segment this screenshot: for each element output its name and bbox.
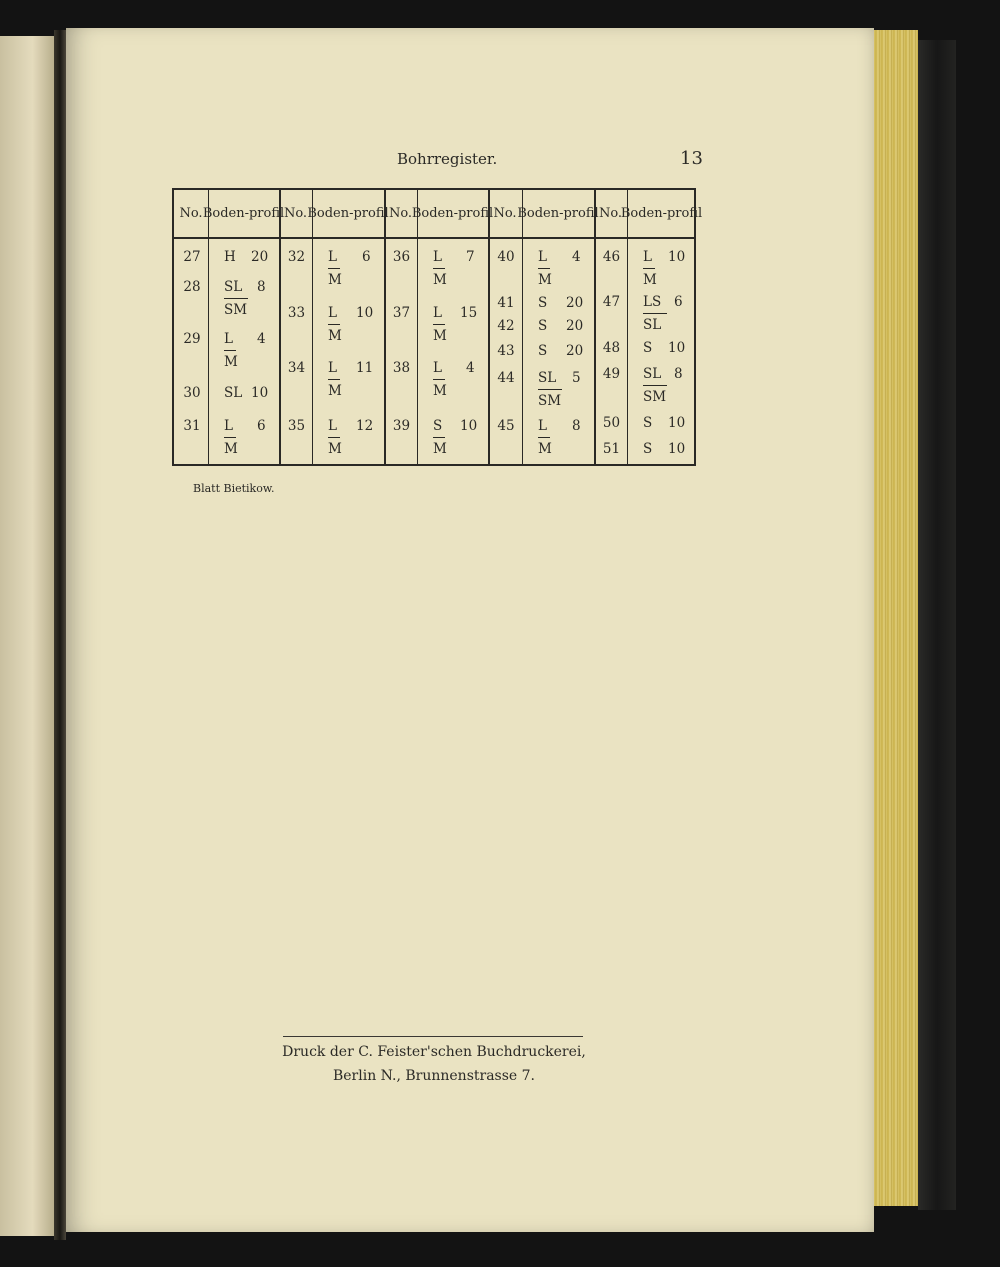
header-line: Boden-: [620, 206, 667, 221]
soil-code: SL: [224, 279, 243, 295]
fraction-rule: [433, 268, 445, 269]
soil-code: L: [224, 418, 233, 434]
soil-depth: 5: [572, 370, 581, 386]
header-line: profil: [457, 206, 494, 221]
header-no: No.: [283, 206, 308, 221]
soil-depth: 7: [466, 249, 475, 265]
subsoil-code: M: [538, 272, 552, 288]
soil-code: S: [538, 318, 548, 334]
fraction-rule: [538, 268, 550, 269]
entry-number: 30: [183, 385, 201, 401]
subsoil-code: M: [433, 328, 447, 344]
subsoil-code: M: [328, 272, 342, 288]
subsoil-code: SM: [643, 389, 667, 405]
entry-number: 29: [183, 331, 201, 347]
header-bodenprofil: [307, 190, 389, 237]
fraction-rule: [433, 437, 445, 438]
fraction-rule: [538, 437, 550, 438]
header-line: profil: [666, 206, 703, 221]
soil-code: S: [538, 295, 548, 311]
soil-depth: 8: [572, 418, 581, 434]
header-line: Boden-: [307, 206, 354, 221]
entry-number: 51: [602, 441, 621, 457]
header-bodenprofil: [517, 190, 599, 237]
fraction-rule: [328, 437, 340, 438]
soil-depth: 10: [668, 249, 686, 265]
header-bodenprofil: [202, 190, 285, 237]
entry-number: 43: [497, 343, 515, 359]
subsoil-code: M: [643, 272, 657, 288]
subsoil-code: M: [328, 441, 342, 457]
book-cover: [918, 40, 956, 1210]
soil-depth: 10: [668, 340, 686, 356]
entry-number: 41: [497, 295, 515, 311]
soil-depth: 4: [257, 331, 266, 347]
subsoil-code: M: [328, 328, 342, 344]
soil-code: L: [538, 249, 547, 265]
soil-depth: 10: [251, 385, 269, 401]
fraction-rule: [328, 379, 340, 380]
soil-code: L: [328, 305, 337, 321]
soil-code: L: [538, 418, 547, 434]
entry-number: 45: [497, 418, 515, 434]
soil-depth: 15: [460, 305, 478, 321]
entry-number: 35: [287, 418, 306, 434]
header-no: No.: [388, 206, 413, 221]
soil-code: S: [433, 418, 443, 434]
soil-code: L: [433, 360, 442, 376]
soil-code: SL: [538, 370, 557, 386]
entry-number: 32: [287, 249, 306, 265]
soil-code: LS: [643, 294, 662, 310]
subsoil-code: SM: [538, 393, 562, 409]
soil-code: L: [433, 249, 442, 265]
entry-number: 31: [183, 418, 201, 434]
printer-imprint-line-2: Berlin N., Brunnenstrasse 7.: [332, 1068, 536, 1084]
subsoil-code: M: [433, 441, 447, 457]
imprint-rule: [283, 1036, 583, 1037]
header-no: No.: [598, 206, 623, 221]
header-no: No.: [493, 206, 517, 221]
soil-code: S: [643, 340, 653, 356]
soil-depth: 4: [466, 360, 475, 376]
soil-code: L: [433, 305, 442, 321]
subsoil-code: M: [433, 272, 447, 288]
fraction-rule: [328, 268, 340, 269]
soil-code: L: [224, 331, 233, 347]
entry-number: 36: [392, 249, 411, 265]
header-bodenprofil: [620, 190, 703, 237]
entry-number: 44: [497, 370, 515, 386]
soil-code: SL: [643, 366, 662, 382]
entry-number: 28: [183, 279, 201, 295]
header-line: profil: [248, 206, 285, 221]
entry-number: 33: [287, 305, 306, 321]
running-title: Bohrregister.: [397, 150, 498, 168]
soil-code: L: [643, 249, 652, 265]
subsoil-code: M: [433, 383, 447, 399]
soil-depth: 20: [251, 249, 269, 265]
subsoil-code: M: [328, 383, 342, 399]
entry-number: 37: [392, 305, 411, 321]
entry-number: 42: [497, 318, 515, 334]
soil-code: SL: [224, 385, 243, 401]
soil-code: L: [328, 360, 337, 376]
entry-number: 39: [392, 418, 411, 434]
soil-depth: 11: [356, 360, 374, 376]
entry-number: 46: [602, 249, 621, 265]
subsoil-code: M: [224, 441, 238, 457]
table-caption: Blatt Bietikow.: [193, 482, 275, 495]
fraction-rule: [224, 437, 236, 438]
soil-depth: 6: [362, 249, 371, 265]
entry-number: 38: [392, 360, 411, 376]
fraction-rule: [224, 298, 248, 299]
entry-number: 27: [183, 249, 201, 265]
header-line: profil: [563, 206, 599, 221]
page-block-edges: [874, 30, 918, 1206]
soil-depth: 10: [460, 418, 478, 434]
header-line: Boden-: [202, 206, 249, 221]
soil-depth: 10: [668, 441, 686, 457]
soil-depth: 4: [572, 249, 581, 265]
soil-depth: 10: [668, 415, 686, 431]
fraction-rule: [224, 350, 236, 351]
header-bodenprofil: [411, 190, 494, 237]
fraction-rule: [538, 389, 562, 390]
entry-number: 47: [602, 294, 621, 310]
fraction-rule: [433, 324, 445, 325]
soil-code: H: [224, 249, 236, 265]
subsoil-code: M: [224, 354, 238, 370]
fraction-rule: [643, 385, 667, 386]
soil-depth: 10: [356, 305, 374, 321]
soil-code: S: [643, 441, 653, 457]
soil-code: S: [643, 415, 653, 431]
fraction-rule: [643, 268, 655, 269]
header-line: Boden-: [517, 206, 564, 221]
soil-depth: 20: [566, 343, 584, 359]
header-no: No.: [179, 206, 203, 221]
header-line: profil: [353, 206, 389, 221]
page-number: 13: [680, 148, 703, 169]
fraction-rule: [433, 379, 445, 380]
fraction-rule: [643, 313, 667, 314]
soil-code: S: [538, 343, 548, 359]
soil-depth: 8: [257, 279, 266, 295]
bore-register-table: [172, 188, 703, 466]
soil-depth: 6: [257, 418, 266, 434]
header-line: Boden-: [411, 206, 458, 221]
soil-depth: 20: [566, 295, 584, 311]
entry-number: 50: [602, 415, 621, 431]
soil-depth: 20: [566, 318, 584, 334]
fraction-rule: [328, 324, 340, 325]
soil-code: L: [328, 249, 337, 265]
entry-number: 49: [602, 366, 621, 382]
subsoil-code: SM: [224, 302, 248, 318]
soil-code: L: [328, 418, 337, 434]
subsoil-code: SL: [643, 317, 662, 333]
soil-depth: 6: [674, 294, 683, 310]
entry-number: 48: [602, 340, 621, 356]
entry-number: 40: [497, 249, 515, 265]
entry-number: 34: [287, 360, 306, 376]
printer-imprint-line-1: Druck der C. Feister'schen Buchdruckerei,: [282, 1044, 586, 1060]
subsoil-code: M: [538, 441, 552, 457]
soil-depth: 12: [356, 418, 374, 434]
soil-depth: 8: [674, 366, 683, 382]
